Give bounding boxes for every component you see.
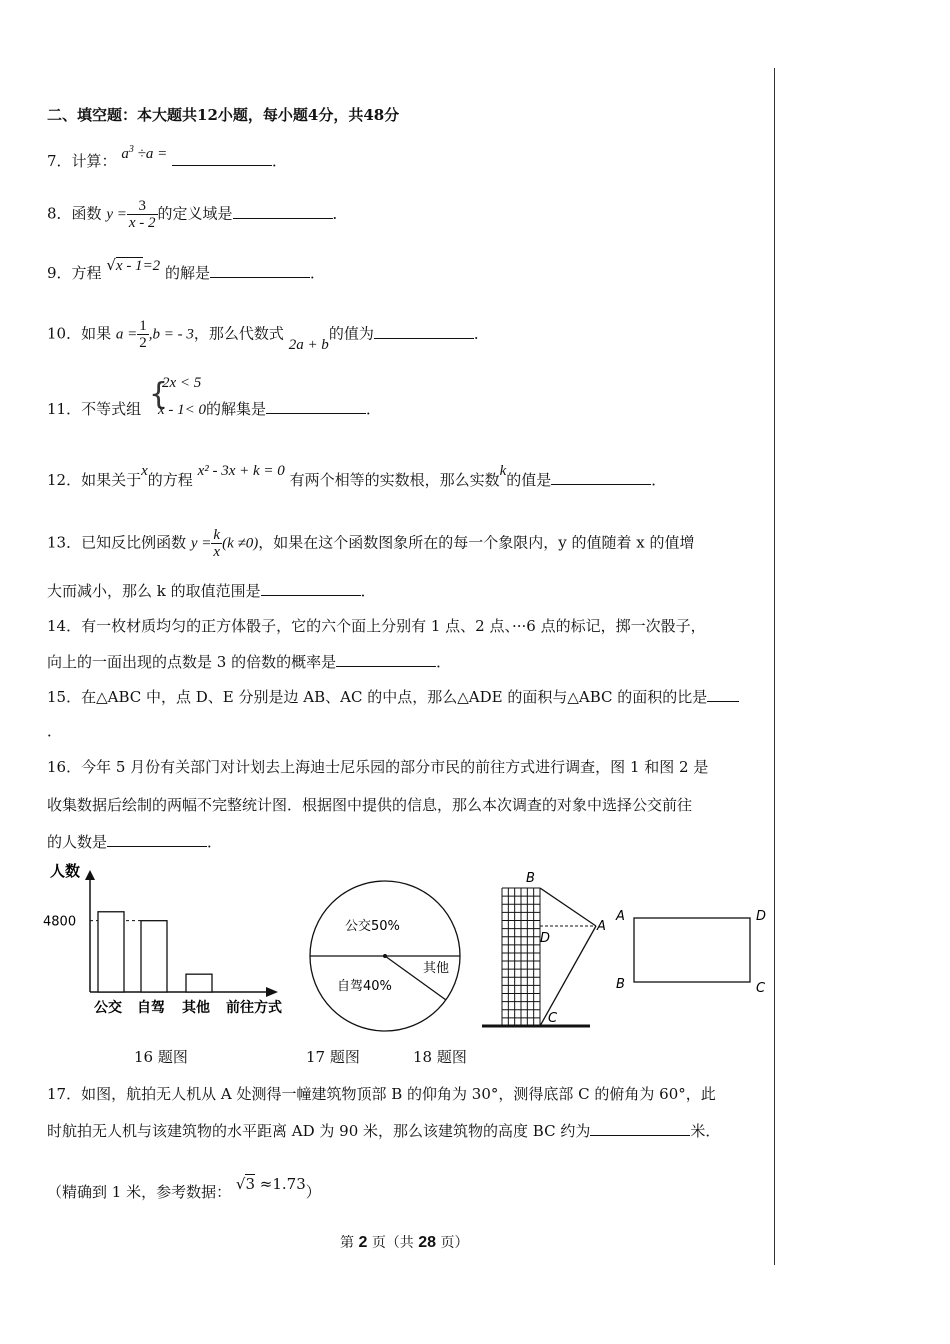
q11-answer-blank[interactable]: [266, 399, 366, 414]
pie-chart: [305, 876, 465, 1036]
q15-answer-blank[interactable]: [707, 687, 739, 702]
building-diagram: [478, 868, 618, 1034]
q10-expression: 2a + b: [288, 336, 329, 353]
q8-text: 函数: [71, 204, 102, 223]
pie-label-other: 其他: [423, 961, 450, 976]
caption-18: 18 题图: [413, 1048, 467, 1066]
page-footer: 第 2 页（共 28 页）: [340, 1234, 469, 1251]
caption-16: 16 题图: [134, 1048, 188, 1066]
page-border-line: [774, 68, 775, 1265]
label-B: B: [526, 871, 535, 886]
q11-inequality-2: x - 1< 0: [158, 402, 207, 418]
q14-answer-blank[interactable]: [336, 652, 436, 667]
page-number: 2: [358, 1234, 368, 1251]
question-12: 12．如果关于x的方程 x² - 3x + k = 0 有两个相等的实数根，那么实数k的值是 ．: [47, 463, 667, 489]
line-BA: [540, 888, 596, 926]
question-9: 9．方程 √x - 1=2 的解是 ．: [47, 256, 325, 282]
q12-equation: x² - 3x + k = 0: [197, 463, 285, 479]
label-C: C: [548, 1011, 558, 1026]
bar-label-2: 其他: [182, 1000, 210, 1016]
question-14-line2: 向上的一面出现的点数是 3 的倍数的概率是 ．: [47, 653, 452, 671]
bar-chart: [40, 858, 300, 1023]
question-17: 17．如图，航拍无人机从 A 处测得一幢建筑物顶部 B 的仰角为 30°，测得底部 C 的俯角为 60°，此: [47, 1085, 716, 1103]
q11-brace: {: [149, 377, 169, 412]
q17-answer-blank[interactable]: [590, 1121, 690, 1136]
q13-fraction: $\frac{k}{x}$: [213, 527, 221, 560]
q7-answer-blank[interactable]: [172, 151, 272, 166]
bar-chart-reference-label: 4800: [43, 914, 77, 930]
bar-chart-xlabel: 前往方式: [226, 1000, 282, 1016]
bar-1: [141, 921, 167, 992]
q9-answer-blank[interactable]: [210, 263, 310, 278]
rectangle-diagram: [612, 902, 772, 998]
rect-label-C: C: [756, 981, 766, 996]
pie-center: [383, 954, 387, 958]
question-10: 10．如果 a = $\frac{1}{2}$ ,b = - 3，那么代数式 2a + b的值为 ．: [47, 318, 489, 353]
q16-answer-blank[interactable]: [107, 832, 207, 847]
q11-inequality-1: 2x < 5: [162, 375, 202, 391]
page-total: 28: [418, 1234, 437, 1251]
label-A: A: [597, 919, 606, 934]
question-17-line2: 时航拍无人机与该建筑物的水平距离 AD 为 90 米，那么该建筑物的高度 BC 约为 米．: [47, 1122, 721, 1140]
bar-label-1: 自驾: [137, 1000, 165, 1016]
bar-label-0: 公交: [94, 1000, 122, 1016]
q11-inequality-2-line: x - 1< 0的解集是 ．: [158, 400, 382, 418]
question-8: 8．函数 y = $\frac{3}{x - 2}$ 的定义域是 ．: [47, 198, 348, 231]
q10-answer-blank[interactable]: [374, 324, 474, 339]
q13-answer-blank[interactable]: [261, 581, 361, 596]
q7-text: 计算：: [71, 152, 117, 170]
q8-fraction: $\frac{3}{x - 2}$: [128, 198, 156, 231]
rect-label-B: B: [616, 977, 625, 992]
question-16-line3: 的人数是 ．: [47, 833, 223, 851]
question-16-line2: 收集数据后绘制的两幅不完整统计图．根据图中提供的信息，那么本次调查的对象中选择公交前往: [47, 796, 693, 814]
q17-sqrt: √3 ≈1.73: [235, 1175, 306, 1193]
q12-answer-blank[interactable]: [551, 470, 651, 485]
caption-17: 17 题图: [306, 1048, 360, 1066]
question-13-line2: 大而减小，那么 k 的取值范围是 ．: [47, 582, 376, 600]
q7-expression: $a^3 \div a$ =: [121, 144, 168, 162]
question-16: 16．今年 5 月份有关部门对计划去上海迪士尼乐园的部分市民的前往方式进行调查，图 1 和图 2 是: [47, 758, 709, 776]
q9-equation: √x - 1=2: [106, 256, 161, 274]
pie-label-bus: 公交50%: [345, 919, 400, 934]
label-D: D: [540, 931, 551, 946]
bar-chart-x-arrow: [266, 987, 278, 997]
bar-chart-y-arrow: [85, 870, 95, 880]
question-15-line2: ．: [47, 722, 63, 740]
question-13: 13．已知反比例函数 y = $\frac{k}{x}$ (k ≠0)，如果在这个函数图象所在的每一个象限内，y 的值随着 x 的值增: [47, 527, 695, 560]
bar-0: [98, 912, 124, 992]
bar-chart-ylabel: 人数: [50, 862, 81, 880]
rectangle-abcd: [634, 918, 750, 982]
question-17-note: （精确到 1 米，参考数据： √3 ≈1.73）: [47, 1175, 321, 1201]
rect-label-D: D: [756, 909, 767, 924]
q7-number: 7．: [47, 152, 72, 170]
q8-answer-blank[interactable]: [233, 204, 333, 219]
question-7: 7．计算： $a^3 \div a$ = ．: [47, 144, 287, 170]
section-title: 二、填空题：本大题共12小题，每小题4分，共48分: [47, 106, 400, 124]
question-11: 11．不等式组: [47, 400, 142, 418]
rect-label-A: A: [616, 909, 625, 924]
question-15: 15．在△ABC 中，点 D、E 分别是边 AB、AC 的中点，那么△ADE 的面积与△ABC 的面积的比是: [47, 686, 739, 707]
bar-2: [186, 974, 212, 992]
pie-label-drive: 自驾40%: [337, 979, 392, 994]
q10-fraction: $\frac{1}{2}$: [139, 318, 147, 351]
question-14: 14．有一枚材质均匀的正方体骰子，它的六个面上分别有 1 点、2 点、···6 点的标记，掷一次骰子，: [47, 617, 706, 635]
